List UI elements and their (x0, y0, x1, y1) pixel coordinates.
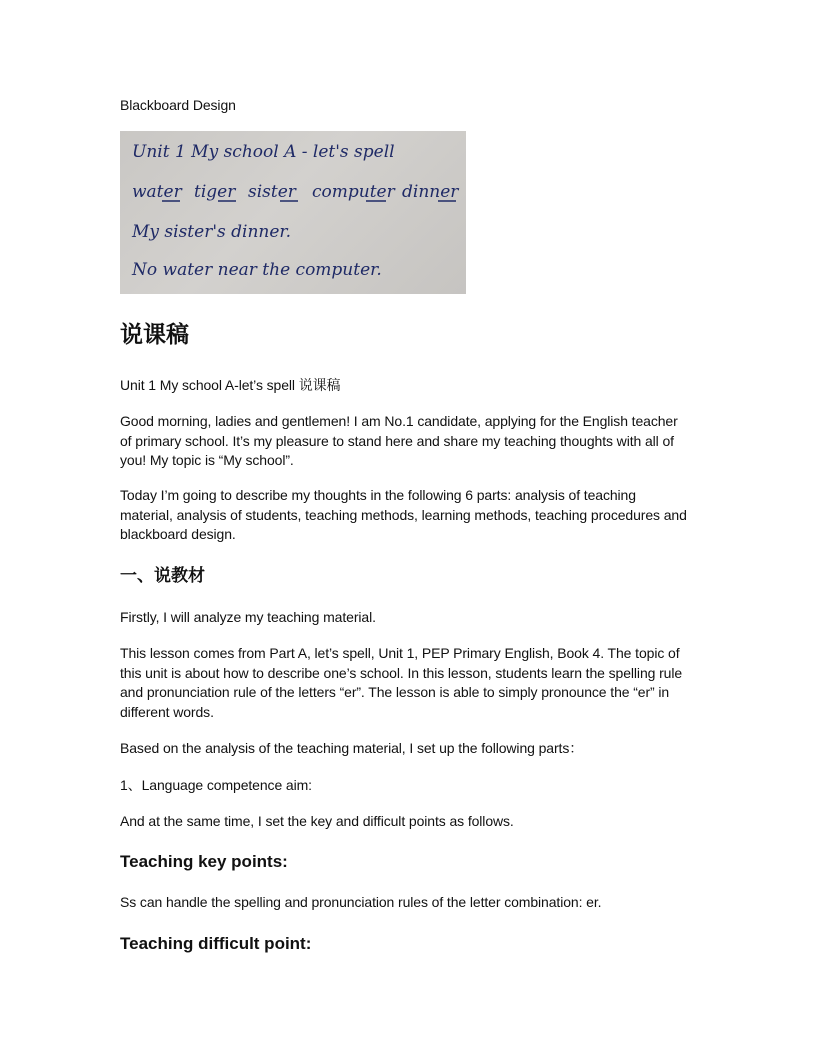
handwritten-word-water: water (132, 182, 182, 202)
handwritten-line-3: My sister's dinner. (132, 222, 292, 242)
intro-paragraph: Good morning, ladies and gentlemen! I am No.1 candidate, applying for the English teacher of primary school. It’s my pleasure to stand here and share my teaching thoughts with all of you! My topic is “My school”. (120, 413, 678, 468)
handwritten-word-computer: computer (312, 182, 395, 202)
handwritten-word-tiger: tiger (194, 182, 236, 202)
paragraph-lesson-source: This lesson comes from Part A, let’s spell, Unit 1, PEP Primary English, Book 4. The topic of this unit is about how to describe one’s school. In this lesson, students learn the spelling rule and pronunciation rule of the letters “er”. The lesson is able to simply pronounce the “er” in different words. (120, 645, 683, 720)
paragraph-firstly: Firstly, I will analyze my teaching material. (120, 609, 376, 625)
document-page (120, 0, 690, 1056)
handwritten-line-1: Unit 1 My school A - let's spell (132, 142, 395, 162)
handwriting-image (120, 131, 466, 294)
section-heading-teaching-material: 一、说教材 (120, 566, 205, 586)
handwritten-word-dinner: dinner (402, 182, 459, 202)
blackboard-photo (120, 131, 466, 294)
heading-difficult-point: Teaching difficult point: (120, 934, 312, 953)
handwritten-line-4: No water near the computer. (132, 260, 382, 280)
subtitle: Unit 1 My school A-let’s spell 说课稿 (120, 377, 341, 393)
page-title: 说课稿 (120, 322, 189, 348)
heading-key-points: Teaching key points: (120, 852, 288, 871)
section-label: Blackboard Design (120, 97, 236, 113)
paragraph-key-difficult: And at the same time, I set the key and difficult points as follows. (120, 813, 514, 829)
paragraph-key-points: Ss can handle the spelling and pronunciation rules of the letter combination: er. (120, 894, 602, 910)
outline-paragraph: Today I’m going to describe my thoughts in the following 6 parts: analysis of teaching material, analysis of students, teaching methods, learning methods, teaching procedures and blackboard design. (120, 487, 687, 542)
list-item-language-aim: 1、Language competence aim: (120, 777, 312, 793)
paragraph-based-on: Based on the analysis of the teaching material, I set up the following parts： (120, 740, 584, 756)
handwritten-word-sister: sister (248, 182, 296, 202)
